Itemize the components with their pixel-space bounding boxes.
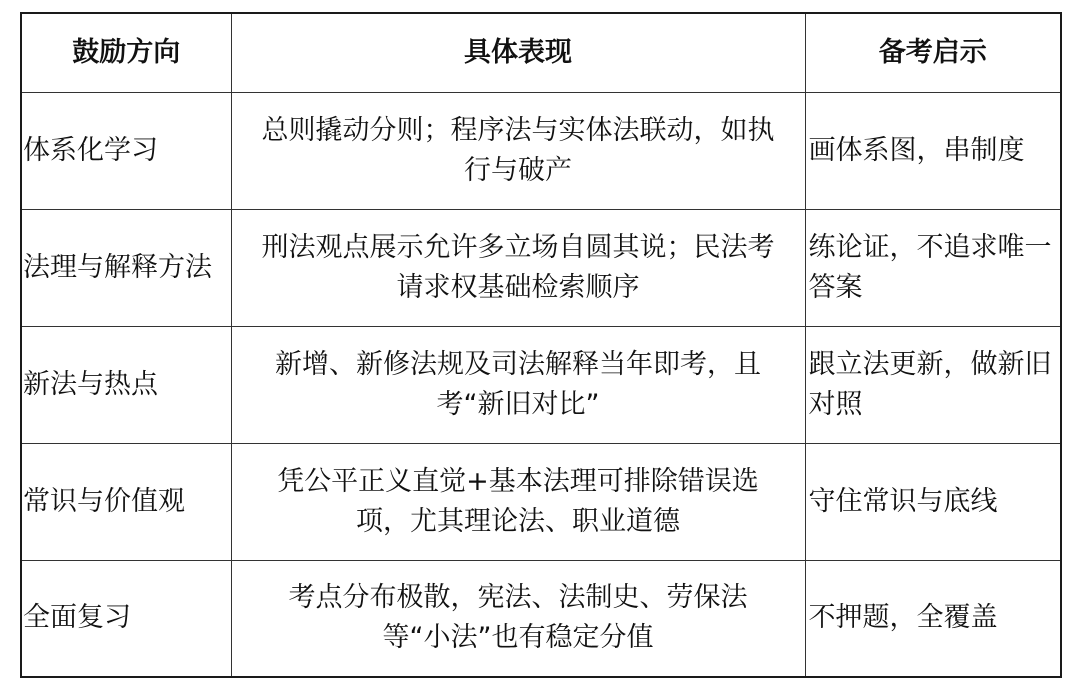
- tip-cell: 跟立法更新，做新旧对照: [805, 326, 1061, 443]
- header-tip: 备考启示: [805, 13, 1061, 92]
- table-row: [21, 326, 1061, 443]
- tip-cell: 练论证，不追求唯一答案: [805, 209, 1061, 326]
- performance-cell: 凭公平正义直觉+基本法理可排除错误选项，尤其理论法、职业道德: [231, 443, 805, 560]
- table-row: [21, 92, 1061, 209]
- performance-cell: 考点分布极散，宪法、法制史、劳保法等“小法”也有稳定分值: [231, 560, 805, 677]
- direction-cell: 法理与解释方法: [21, 209, 231, 326]
- table-header: [21, 13, 1061, 92]
- header-direction: 鼓励方向: [21, 13, 231, 92]
- performance-cell: 总则撬动分则；程序法与实体法联动，如执行与破产: [231, 92, 805, 209]
- header-performance: 具体表现: [231, 13, 805, 92]
- direction-cell: 体系化学习: [21, 92, 231, 209]
- header-row: [21, 13, 1061, 92]
- tip-cell: 画体系图，串制度: [805, 92, 1061, 209]
- direction-cell: 全面复习: [21, 560, 231, 677]
- direction-cell: 常识与价值观: [21, 443, 231, 560]
- table-row: [21, 443, 1061, 560]
- table-body: [21, 92, 1061, 677]
- exam-guide-table: [20, 12, 1062, 678]
- table-row: [21, 209, 1061, 326]
- performance-cell: 刑法观点展示允许多立场自圆其说；民法考请求权基础检索顺序: [231, 209, 805, 326]
- direction-cell: 新法与热点: [21, 326, 231, 443]
- tip-cell: 不押题，全覆盖: [805, 560, 1061, 677]
- performance-cell: 新增、新修法规及司法解释当年即考，且考“新旧对比”: [231, 326, 805, 443]
- table-row: [21, 560, 1061, 677]
- tip-cell: 守住常识与底线: [805, 443, 1061, 560]
